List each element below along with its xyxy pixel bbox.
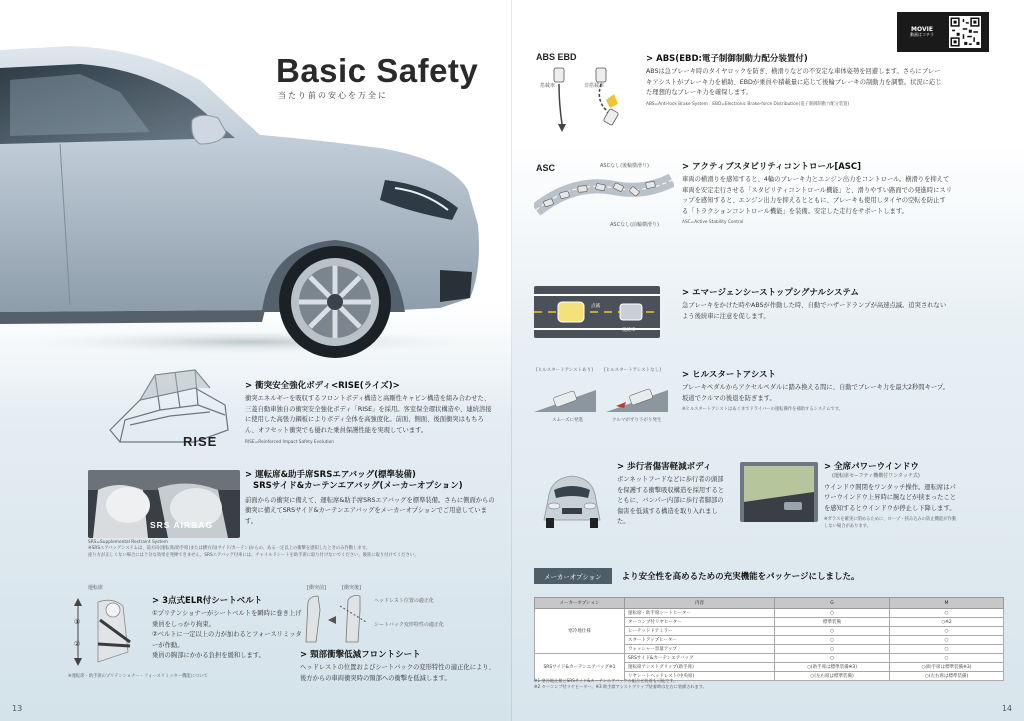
option-content-cell: 運転席・助手席シートヒーター [625, 609, 775, 618]
rise-body: 衝突エネルギーを吸収するフロントボディ構造と高剛性キャビン構造を組み合わせた、三菱自動車独自の衝突安全強化ボディ「RISE」を採用。客室保全環状構造や、連続溶接に使用した高張力鋼板によりボディ全体を高強度化。前面、側面、後面衝突はもちろん、オフセット衝突でも優れた乗員保護性能を実現しています。 [245, 395, 492, 434]
pedestrian-heading-text: 歩行者傷害軽減ボディ [627, 462, 712, 472]
abs-diagram [534, 64, 634, 134]
movie-qr-box[interactable] [897, 12, 989, 52]
chevron-right-icon: > [617, 462, 625, 472]
rise-heading-text: 衝突安全強化ボディ<RISE(ライズ)> [255, 381, 400, 391]
hsa-heading-text: ヒルスタートアシスト [692, 370, 777, 380]
chevron-right-icon: > [824, 462, 832, 472]
srs-body: 前面からの衝突に備えて、運転席&助手席SRSエアバッグを標準装備。さらに側面からの衝突に備えてSRSサイド&カーテンエアバッグをメーカーオプションでご用意しています。 [245, 496, 495, 525]
option-footnotes [534, 678, 1004, 691]
asc-without-label: ASCなし(後輪横滑り) [600, 163, 649, 169]
rise-heading [245, 381, 495, 392]
ess-heading-text: エマージェンシーストップシグナルシステム [692, 288, 859, 298]
table-row [535, 654, 1004, 663]
asc-note: ASC=Active Stability Control [682, 219, 744, 225]
option-m-cell: ○ [890, 636, 1004, 645]
srs-airbag-logo: SRS AIRBAG [150, 520, 214, 530]
option-g-cell: ○(助手席は標準装備※3) [775, 663, 890, 672]
elr-section [152, 596, 302, 661]
hsa-note: ※ヒルスタートアシストはあくまでドライバーの運転操作を補助するシステムです。 [682, 407, 843, 413]
option-content-cell: ウォッシャー容量アップ [625, 645, 775, 654]
option-bar [534, 568, 1004, 584]
abs-body: ABSは急ブレーキ時のタイヤロックを防ぎ、横滑りなどの不安定な車体姿勢を回避します。さらにブレーキアシストがブレーキ力を補助、EBDが乗員や積載量に応じて後輪ブレーキの制動力を調整。状況に応じた理想的なブレーキ力を確保します。 [646, 68, 942, 97]
option-header-content: 内容 [625, 598, 775, 609]
srs-note-2: ※SRSエアバッグシステムは、前方向(運転席/助手席)または横方向(サイド/カーテン)からの、ある一定以上の衝撃を感知したときのみ作動します。 [88, 546, 370, 552]
srs-heading-line1: 運転席&助手席SRSエアバッグ(標準装備) [255, 470, 416, 480]
abs-heading-text: ABS(EBD:電子制御制動力配分装置付) [656, 54, 808, 64]
page-number-left: 13 [12, 704, 23, 713]
window-body: ウインドウ開閉をワンタッチ操作。運転席はパワーウインドウ上昇時に腕などが挟まったことを感知するとウインドウが停止し下降します。 [824, 483, 957, 512]
abs-note: ABS=Anti-lock Brake System EBD=Electronic Brake-force Distribution(電子制御制動力配分装置) [646, 101, 850, 107]
movie-label-text: MOVIE [911, 26, 933, 33]
chevron-right-icon: > [300, 650, 308, 660]
ess-diagram [534, 286, 660, 338]
power-window-photo [740, 462, 818, 522]
pedestrian-section [617, 462, 729, 527]
option-m-cell: ○ [890, 654, 1004, 663]
elr-heading [152, 596, 302, 607]
svg-text:②: ② [74, 640, 81, 648]
hsa-without-label: [ヒルスタートアシストなし] [604, 368, 661, 373]
option-group-cell: SRSサイド&カーテンエアバッグ※1 [535, 654, 625, 681]
hsa-body: ブレーキペダルからアクセルペダルに踏み換える間に、自動でブレーキ力を最大2秒間キープ。坂道でクルマの後退を防ぎます。 [682, 384, 949, 402]
option-table [534, 597, 1004, 681]
ess-rear-label: 後続車 [622, 328, 636, 333]
elr-note: ※運転席・助手席のプリテンショナー・フォースリミッター機能について [68, 674, 208, 679]
hsa-without-caption: クルマがずり下がり発生 [612, 418, 662, 423]
option-m-cell: ○ [890, 645, 1004, 654]
headrest-section [300, 650, 500, 684]
hsa-section [682, 370, 952, 414]
pedestrian-body: ボンネットフードなどに歩行者の頭部を保護する衝撃吸収構造を採用するとともに、バンパー内部に歩行者脚部の傷害を低減する構造を取り入れました。 [617, 476, 725, 525]
option-g-cell: ○ [775, 609, 890, 618]
srs-heading-line2: SRSサイド&カーテンエアバッグ(メーカーオプション) [253, 481, 463, 492]
option-footnote-2: ※2 ターコンプ付リヤヒーター。※3 助手席アシストグリップ装着時は左右に装備されます。 [534, 684, 707, 690]
asc-diagram-label: ASC [536, 163, 556, 173]
srs-section [245, 470, 495, 527]
chevron-right-icon: > [682, 288, 690, 298]
asc-heading-text: アクティブスタビリティコントロール[ASC] [692, 162, 862, 172]
abs-section [646, 54, 946, 108]
table-row [535, 609, 1004, 618]
headrest-before-label: [衝突前] [307, 585, 326, 591]
option-group-cell: 寒冷地仕様 [535, 609, 625, 654]
rise-logo: RISE [183, 434, 218, 449]
option-m-cell: ○(左右席は標準装備) [890, 672, 1004, 681]
option-title: より安全性を高めるための充実機能をパッケージにしました。 [621, 572, 860, 582]
option-g-cell: ○ [775, 645, 890, 654]
window-heading [824, 462, 959, 473]
option-tag: メーカーオプション [534, 568, 612, 584]
option-m-cell: ○ [890, 627, 1004, 636]
chevron-right-icon: > [245, 381, 253, 391]
option-g-cell: 標準装備 [775, 618, 890, 627]
option-content-cell: リヤシートヘッドレスト(中央席) [625, 672, 775, 681]
asc-body: 車両の横滑りを感知すると、4輪のブレーキ力とエンジン出力をコントロール。横滑りを抑えて車両を安定走行させる「スタビリティコントロール機能」と、滑りやすい路面での発進時にスリップを感知すると、エンジン出力を抑えるとともに、ブレーキも使用しタイヤの空転を防止する「トラクションコントロール機能」を装備。安定した走行をサポートします。 [682, 176, 953, 215]
headrest-body: ヘッドレストの位置およびシートバックの変形特性の適正化により、後方からの車両衝突時の頸部への衝撃を低減します。 [300, 664, 495, 682]
option-header-m: M [890, 598, 1004, 609]
headrest-after-label: [衝突後] [342, 585, 361, 591]
asc-diagram [534, 170, 674, 230]
pedestrian-heading [617, 462, 729, 473]
movie-sub-text: 動画はコチラ [910, 32, 934, 38]
headrest-heading-text: 頸部衝撃低減フロントシート [310, 650, 421, 660]
ess-heading [682, 288, 952, 299]
window-heading-text: 全席パワーウインドウ [834, 462, 919, 472]
svg-text:①: ① [74, 618, 81, 626]
headrest-label-1: ヘッドレスト位置の適正化 [374, 598, 434, 604]
elr-body-1: ①プリテンショナーがシートベルトを瞬時に巻き上げ乗員をしっかり拘束。 [152, 610, 302, 628]
option-footnote-1: ※1 寒冷地仕様とSRSサイド&カーテンエアバッグの組合せ装着も可能です。 [534, 678, 678, 683]
option-content-cell: SRSサイド&カーテンエアバッグ [625, 654, 775, 663]
option-m-cell: ○※2 [890, 618, 1004, 627]
option-g-cell: ○(左右席は標準装備) [775, 672, 890, 681]
page-number-right: 14 [1001, 704, 1012, 713]
hsa-diagram [534, 376, 670, 416]
asc-heading [682, 162, 952, 173]
headrest-diagram [300, 592, 378, 648]
abs-diagram-label: ABS EBD [536, 52, 577, 62]
headrest-heading [300, 650, 500, 661]
chevron-right-icon: > [152, 596, 160, 606]
srs-note-3: 座り方が正しくない場合には十分な効果を発揮できません。SRSエアバッグ付車には、チャイルドシートを助手席に取り付けないでください。後席に取り付けてください。 [88, 552, 419, 558]
ess-flash-label: 点滅 [591, 304, 600, 309]
option-content-cell: スタートアップヒーター [625, 636, 775, 645]
srs-note-1: SRS=Supplemental Restraint System [88, 540, 168, 545]
seatbelt-diagram [68, 592, 148, 672]
rise-note: RISE=Reinforced Impact Safety Evolution [245, 439, 334, 445]
page-title: Basic Safety [276, 52, 479, 89]
page-subtitle: 当たり前の安心を万全に [278, 91, 388, 100]
srs-notes [88, 540, 498, 559]
option-g-cell: ○ [775, 627, 890, 636]
chevron-right-icon: > [245, 470, 253, 480]
option-content-cell: ターコンプ付リヤヒーター [625, 618, 775, 627]
option-header-option: メーカーオプション [535, 598, 625, 609]
option-g-cell: ○ [775, 636, 890, 645]
chevron-right-icon: > [682, 370, 690, 380]
abs-without-label: 非搭載車 [584, 83, 605, 89]
option-m-cell: ○(助手席は標準装備※3) [890, 663, 1004, 672]
option-m-cell: ○ [890, 609, 1004, 618]
right-page [512, 0, 1024, 721]
ess-body: 急ブレーキをかけた時やABSが作動した時、自動でハザードランプが高速点滅。追突されないよう後続車に注意を促します。 [682, 302, 947, 320]
asc-section [682, 162, 952, 226]
hsa-with-caption: スムーズに発進 [552, 418, 584, 423]
hsa-with-label: [ヒルスタートアシストあり] [536, 368, 593, 373]
pedestrian-car-photo [534, 460, 610, 536]
window-section [824, 462, 959, 530]
window-note: ※ガラスを確実に閉めるために、ロープ・挟み込みの防止機能が作動しない場合があります。 [824, 517, 957, 529]
elr-body-3: 乗員の胸部にかかる負担を緩和します。 [152, 651, 265, 659]
abs-with-label: 搭載車 [540, 83, 556, 89]
option-content-cell: ヒーテッドドアミラー [625, 627, 775, 636]
headrest-label-2: シートバック変形特性の適正化 [374, 622, 444, 628]
chevron-right-icon: > [646, 54, 654, 64]
elr-body-2: ②ベルトに一定以上の力が加わるとフォースリミッターが作動。 [152, 631, 302, 649]
option-g-cell: ○ [775, 654, 890, 663]
elr-driver-label: 運転席 [88, 585, 104, 591]
asc-with-label: ASCなし(前輪横滑り) [610, 222, 659, 228]
qr-code-icon[interactable] [949, 16, 981, 48]
option-header-g: G [775, 598, 890, 609]
hsa-heading [682, 370, 952, 381]
srs-heading [245, 470, 495, 493]
rise-section [245, 381, 495, 446]
elr-heading-text: 3点式ELR付シートベルト [162, 596, 263, 606]
abs-heading [646, 54, 946, 65]
option-table-header [535, 598, 1004, 609]
ess-section [682, 288, 952, 322]
movie-label [901, 26, 943, 38]
option-content-cell: 運転席アシストグリップ(助手席) [625, 663, 775, 672]
chevron-right-icon: > [682, 162, 690, 172]
window-subheading: (運転席セーフティ機構付ワンタッチ式) [832, 473, 920, 480]
